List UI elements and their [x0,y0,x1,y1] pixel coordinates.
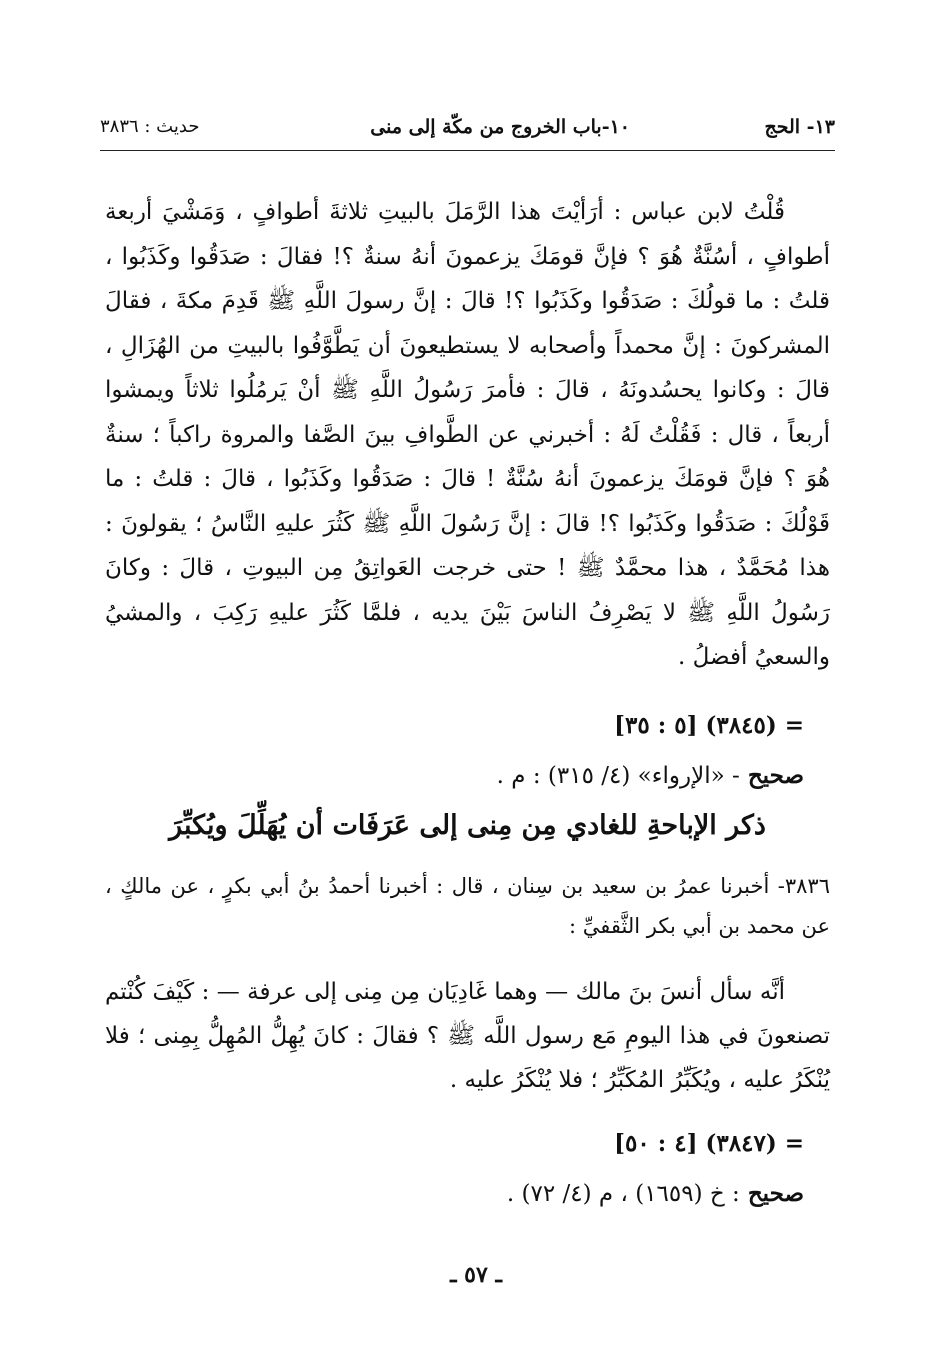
hadith-3835-reference: = (٣٨٤٥) [٥ : ٣٥] [614,712,804,739]
page-number: ـ ٥٧ ـ [450,1262,502,1288]
hadith-3836-paragraph: أنَّه سأل أنسَ بنَ مالك — وهما غَادِيَان مِن مِنى إلى عرفة — : كَيْفَ كُنْتم تصنعونَ في هذا اليومِ مَع رسول اللَّه ﷺ ؟ فقالَ : كانَ يُهِلُّ المُهِلُّ بِمِنى ؛ فلا يُنْكَرُ عليه ، ويُكَبِّرُ المُكَبِّرُ ؛ فلا يُنْكَرُ عليه . [105,979,830,1093]
hadith-3835-paragraph: قُلْتُ لابن عباس : أرَأيْتَ هذا الرَّمَلَ بالبيتِ ثلاثةَ أطوافٍ ، وَمَشْيَ أربعة أطوافٍ ، أسُنَّةٌ هُوَ ؟ فإنَّ قومَكَ يزعمونَ أنهُ سنةٌ ؟! فقالَ : صَدَقُوا وكَذَبُوا ، قلتُ : ما قولُكَ : صَدَقُوا وكَذَبُوا ؟! قالَ : إنَّ رسولَ اللَّهِ ﷺ قَدِمَ مكةَ ، فقالَ المشركونَ : إنَّ محمداً وأصحابه لا يستطيعونَ أن يَطَّوَّفُوا بالبيتِ من الهُزَالِ ، قالَ : وكانوا يحسُدونَهُ ، قالَ : فأمرَ رَسُولُ اللَّهِ ﷺ أنْ يَرمُلُوا ثلاثاً ويمشوا أربعاً ، قال : فَقُلْتُ لَهُ : أخبرني عن الطَّوافِ بينَ الصَّفا والمروة راكباً ؛ سنةٌ هُوَ ؟ فإنَّ قومَكَ يزعمونَ أنهُ سُنَّةٌ ! قالَ : صَدَقُوا وكَذَبُوا ، قالَ : قلتُ : ما قَوْلُكَ : صَدَقُوا وكَذَبُوا ؟! قالَ : إنَّ رَسُولَ اللَّهِ ﷺ كَثُرَ عليهِ النَّاسُ ؛ يقولونَ : هذا مُحَمَّدٌ ، هذا محمَّدٌ ﷺ ! حتى خرجت العَواتِقُ مِن البيوتِ ، قالَ : وكانَ رَسُولُ اللَّهِ ﷺ لا يَصْرِفُ الناسَ بَيْنَ يديه ، فلمَّا كَثُرَ عليهِ رَكِبَ ، والمشيُ والسعيُ أفضلُ . [105,199,830,670]
grade-label: صحيح [747,762,804,789]
chapter-title: ١٠-باب الخروج من مكّة إلى منى [370,116,630,138]
hadith-3835-text [105,190,830,680]
hadith-number: حديث : ٣٨٣٦ [100,116,200,137]
hadith-3836-isnad: ٣٨٣٦- أخبرنا عمرُ بن سعيد بن سِنان ، قال : أخبرنا أحمدُ بنُ أبي بكرٍ ، عن مالكٍ ، عن محمد بن أبي بكر الثَّقفيِّ : [105,874,830,938]
grade-source: - «الإرواء» (٤/ ٣١٥) : م . [496,763,740,789]
grade-source: : خ (١٦٥٩) ، م (٤/ ٧٢) . [506,1181,740,1207]
header-divider [100,150,835,151]
hadith-3835-grade [497,762,804,789]
hadith-3836-grade [507,1180,804,1207]
hadith-3836-text [105,970,830,1102]
hadith-3836-reference: = (٣٨٤٧) [٤ : ٥٠] [614,1130,804,1157]
section-heading: ذكر الإباحةِ للغادي مِن مِنى إلى عَرَفَات أن يُهَلِّلَ ويُكبِّرَ [169,810,766,841]
running-header [100,108,835,146]
book-title: ١٣- الحج [764,116,835,138]
grade-label: صحيح [747,1180,804,1207]
